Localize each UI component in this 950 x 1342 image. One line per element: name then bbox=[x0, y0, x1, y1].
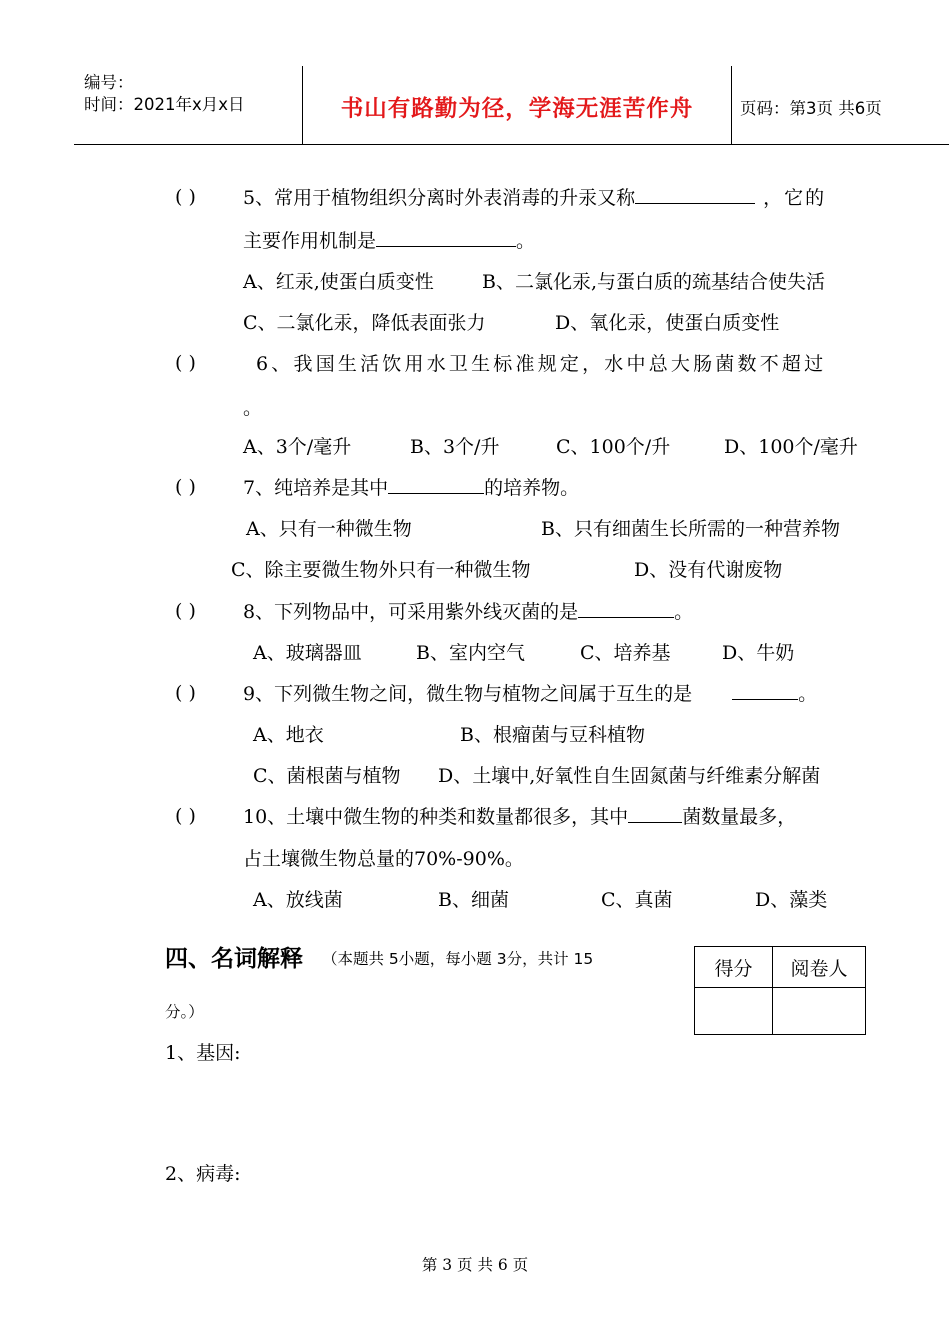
option-d: D、氧化汞，使蛋白质变性 bbox=[555, 312, 780, 334]
header-meta bbox=[74, 66, 302, 144]
option-a: A、地衣 bbox=[253, 724, 324, 746]
score-header-grader: 阅卷人 bbox=[773, 947, 866, 988]
option-c: C、100个/升 bbox=[556, 436, 671, 458]
question-text: ，它的 bbox=[763, 187, 827, 209]
option-c: C、二氯化汞，降低表面张力 bbox=[243, 312, 486, 334]
answer-blank bbox=[732, 682, 798, 700]
question-text: 主要作用机制是 bbox=[243, 230, 377, 252]
answer-blank bbox=[628, 805, 682, 823]
answer-blank bbox=[388, 476, 484, 494]
option-a: A、红汞,使蛋白质变性 bbox=[243, 271, 434, 293]
option-d: D、牛奶 bbox=[722, 642, 795, 664]
option-c: C、菌根菌与植物 bbox=[253, 765, 401, 787]
grader-cell bbox=[773, 988, 866, 1035]
answer-blank bbox=[578, 600, 674, 618]
answer-paren: ( ) bbox=[175, 352, 196, 374]
question-7-line1 bbox=[243, 476, 579, 500]
option-a: A、放线菌 bbox=[253, 889, 343, 911]
question-8-line1 bbox=[243, 600, 693, 624]
option-a: A、只有一种微生物 bbox=[246, 518, 412, 540]
answer-paren: ( ) bbox=[175, 476, 196, 498]
question-6-line2: 。 bbox=[243, 397, 263, 419]
option-c: C、除主要微生物外只有一种微生物 bbox=[231, 559, 531, 581]
question-text: 10、土壤中微生物的种类和数量都很多，其中 bbox=[243, 806, 629, 828]
question-9-line1 bbox=[243, 682, 817, 706]
option-b: B、二氯化汞,与蛋白质的巯基结合使失活 bbox=[482, 271, 826, 293]
question-text: 9、下列微生物之间，微生物与植物之间属于互生的是 bbox=[243, 683, 693, 705]
question-10-line2: 占土壤微生物总量的70%-90%。 bbox=[243, 848, 524, 870]
question-10-line1 bbox=[243, 805, 796, 829]
option-b: B、根瘤菌与豆科植物 bbox=[460, 724, 645, 746]
header-motto bbox=[303, 66, 731, 144]
section-note-cont: 分。） bbox=[165, 1003, 204, 1021]
option-d: D、藻类 bbox=[755, 889, 828, 911]
number-label: 编号： bbox=[84, 73, 134, 92]
score-table bbox=[694, 946, 866, 1035]
option-d: D、没有代谢废物 bbox=[634, 559, 783, 581]
option-c: C、真菌 bbox=[601, 889, 673, 911]
question-text: 的培养物。 bbox=[484, 477, 580, 499]
section-note: （本题共 5小题，每小题 3分，共计 15 bbox=[322, 950, 594, 968]
option-b: B、只有细菌生长所需的一种营养物 bbox=[541, 518, 840, 540]
page-header bbox=[74, 66, 949, 145]
answer-paren: ( ) bbox=[175, 805, 196, 827]
header-page bbox=[732, 66, 949, 144]
page-footer: 第 3 页 共 6 页 bbox=[421, 1256, 529, 1274]
option-b: B、3个/升 bbox=[410, 436, 500, 458]
option-d: D、100个/毫升 bbox=[724, 436, 858, 458]
answer-blank bbox=[376, 229, 516, 247]
answer-blank bbox=[635, 186, 755, 204]
motto-text: 书山有路勤为径，学海无涯苦作舟 bbox=[340, 96, 694, 122]
option-a: A、3个/毫升 bbox=[243, 436, 352, 458]
option-a: A、玻璃器皿 bbox=[253, 642, 362, 664]
option-d: D、土壤中,好氧性自生固氮菌与纤维素分解菌 bbox=[438, 765, 821, 787]
question-5-line1 bbox=[243, 186, 826, 210]
question-6-line1: 6、我国生活饮用水卫生标准规定，水中总大肠菌数不超过 bbox=[256, 353, 827, 375]
option-c: C、培养基 bbox=[580, 642, 671, 664]
term-item: 1、基因: bbox=[165, 1042, 241, 1064]
question-5-line2 bbox=[243, 229, 535, 253]
answer-paren: ( ) bbox=[175, 186, 196, 208]
time-label: 时间：2021年x月x日 bbox=[84, 95, 245, 114]
question-text: 7、纯培养是其中 bbox=[243, 477, 389, 499]
option-b: B、室内空气 bbox=[416, 642, 525, 664]
question-text: 。 bbox=[674, 601, 694, 623]
answer-paren: ( ) bbox=[175, 600, 196, 622]
term-item: 2、病毒: bbox=[165, 1163, 241, 1185]
section-title: 四、名词解释 bbox=[165, 946, 303, 972]
answer-paren: ( ) bbox=[175, 682, 196, 704]
question-text: 5、常用于植物组织分离时外表消毒的升汞又称 bbox=[243, 187, 636, 209]
question-text: 。 bbox=[516, 230, 536, 252]
score-header-score: 得分 bbox=[695, 947, 773, 988]
score-cell bbox=[695, 988, 773, 1035]
option-b: B、细菌 bbox=[438, 889, 509, 911]
question-text: 8、下列物品中，可采用紫外线灭菌的是 bbox=[243, 601, 579, 623]
page-label: 页码：第3页 共6页 bbox=[740, 99, 882, 118]
question-text: 。 bbox=[798, 683, 818, 705]
question-text: 菌数量最多， bbox=[682, 806, 797, 828]
